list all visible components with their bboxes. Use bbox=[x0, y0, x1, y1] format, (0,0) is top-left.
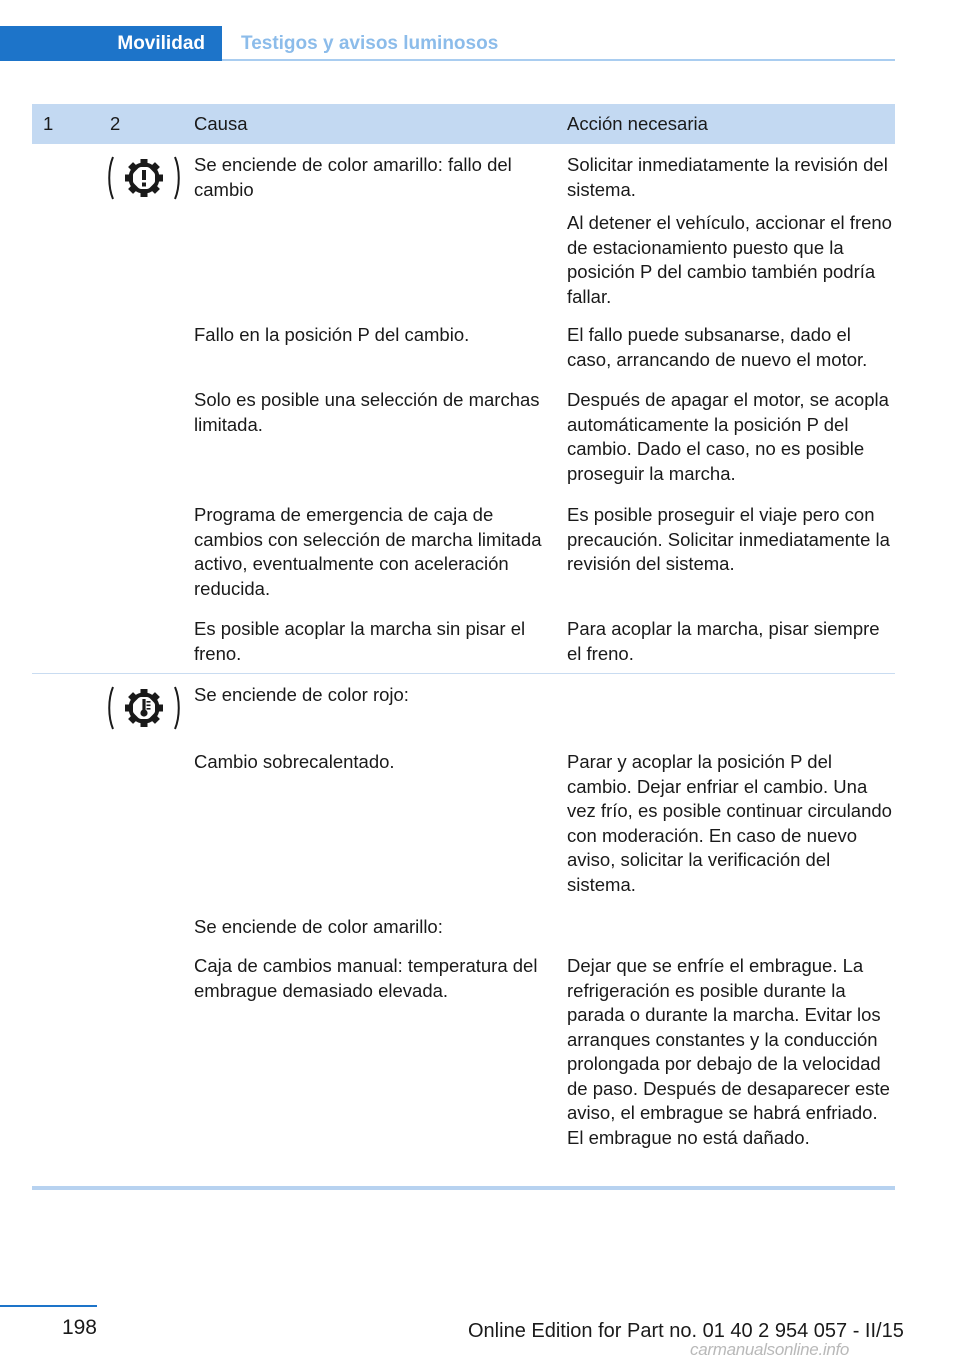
cause-cell: Solo es posible una selección de marchas limitada. bbox=[194, 389, 540, 435]
column-header-accion: Acción necesaria bbox=[567, 113, 708, 134]
header-chapter-title: Testigos y avisos luminosos bbox=[241, 33, 499, 54]
action-cell: Solicitar inmediatamente la revisión del sistema. Al detener el vehículo, accionar el freno de estacionamiento puesto que la posición P del cambio también podría fallar. bbox=[567, 154, 892, 307]
action-cell: Es posible proseguir el viaje pero con precaución. Solicitar inmediatamente la revisión del sistema. bbox=[567, 504, 890, 574]
header-section-title: Movilidad bbox=[117, 33, 205, 54]
cause-cell: Caja de cambios manual: temperatura del embrague demasiado elevada. bbox=[194, 955, 538, 1001]
edition-note: Online Edition for Part no. 01 40 2 954 057 - II/15 bbox=[468, 1320, 904, 1342]
cause-cell: Se enciende de color amarillo: fallo del cambio bbox=[194, 154, 512, 200]
cause-cell: Es posible acoplar la marcha sin pisar el freno. bbox=[194, 618, 526, 664]
table-bottom-rule bbox=[32, 1186, 895, 1190]
column-header-2: 2 bbox=[110, 113, 121, 134]
action-cell: Parar y acoplar la posición P del cambio. Dejar enfriar el cambio. Una vez frío, es posible continuar circulando con moderación. En caso de nuevo aviso, solicitar la verificación del sistema. bbox=[567, 751, 892, 895]
cause-cell: Cambio sobrecalentado. bbox=[194, 751, 395, 772]
action-cell: Después de apagar el motor, se acopla automáticamente la posición P del cambio. Dado el caso, no es posible proseguir la marcha. bbox=[567, 389, 889, 484]
action-cell: Dejar que se enfríe el embrague. La refrigeración es posible durante la parada o durante la marcha. Evitar los arranques constantes y la conducción prolongada por debajo de la velocidad de paso. Después de desaparecer este aviso, el embrague se habrá enfriado. El embrague no está dañado. bbox=[567, 955, 890, 1148]
action-cell: El fallo puede subsanarse, dado el caso, arrancando de nuevo el motor. bbox=[567, 324, 868, 370]
page-number: 198 bbox=[61, 1316, 97, 1339]
cause-cell: Se enciende de color amarillo: bbox=[194, 916, 443, 937]
cause-cell: Programa de emergencia de caja de cambios con selección de marcha limitada activo, eventualmente con aceleración reducida. bbox=[194, 504, 542, 599]
cause-cell: Fallo en la posición P del cambio. bbox=[194, 324, 470, 345]
table-header bbox=[32, 104, 895, 144]
gear-thermometer-icon bbox=[107, 683, 181, 733]
column-header-1: 1 bbox=[43, 113, 54, 134]
action-cell: Para acoplar la marcha, pisar siempre el freno. bbox=[567, 618, 880, 664]
watermark: carmanualsonline.info bbox=[690, 1340, 850, 1359]
column-header-causa: Causa bbox=[194, 113, 248, 134]
row-divider bbox=[32, 673, 895, 674]
header-rule bbox=[222, 59, 895, 61]
page-number-rule bbox=[0, 1305, 97, 1307]
gear-exclamation-icon bbox=[107, 153, 181, 203]
cause-cell: Se enciende de color rojo: bbox=[194, 684, 409, 705]
